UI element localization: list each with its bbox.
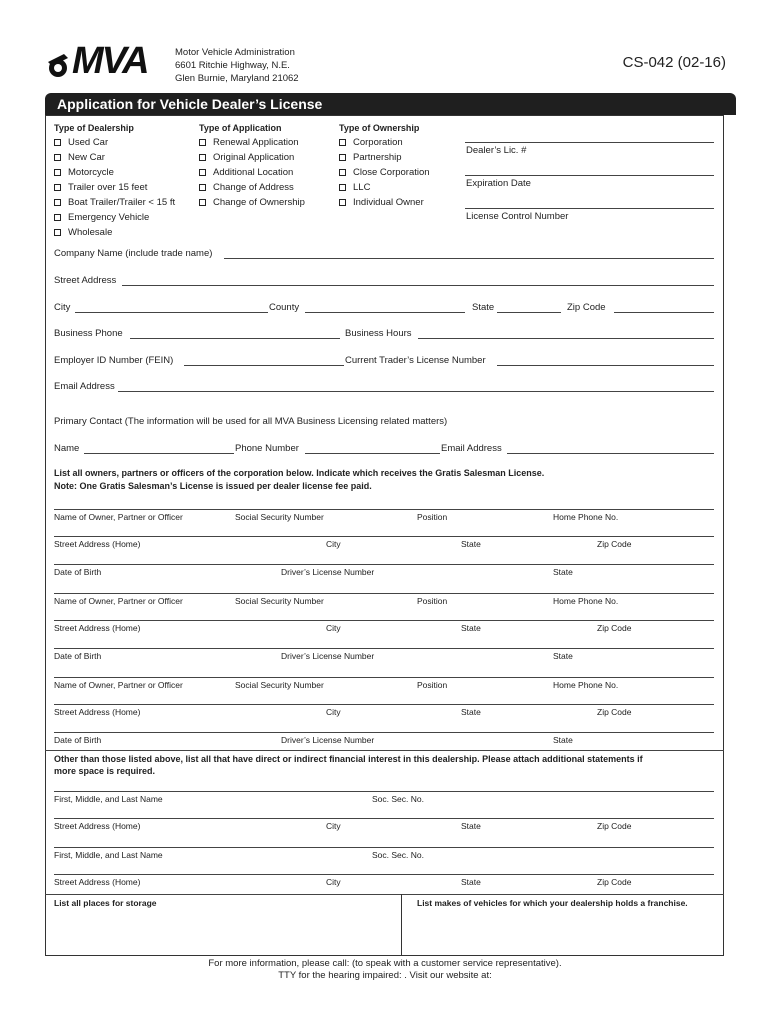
financial-top-rule xyxy=(45,750,724,751)
checkbox-icon[interactable] xyxy=(339,199,346,206)
agency-name: Motor Vehicle Administration xyxy=(175,47,295,58)
owner-1-city-label: City xyxy=(326,539,341,549)
owner-3-address-row-field[interactable] xyxy=(54,704,714,705)
checkbox-icon[interactable] xyxy=(54,139,61,146)
contact-phone-label: Phone Number xyxy=(235,443,299,454)
owner-1-address-row-field[interactable] xyxy=(54,536,714,537)
storage-places-field[interactable] xyxy=(46,910,400,955)
checkbox-icon[interactable] xyxy=(54,199,61,206)
checkbox-icon[interactable] xyxy=(339,139,346,146)
dealer-lic-label: Dealer’s Lic. # xyxy=(466,145,527,156)
owner-3-home-phone-label: Home Phone No. xyxy=(553,680,619,690)
checkbox-original[interactable]: Original Application xyxy=(199,150,305,165)
traders-license-field[interactable] xyxy=(497,365,714,366)
owner-2-state-label: State xyxy=(461,623,481,633)
interest-2-name-label: First, Middle, and Last Name xyxy=(54,850,163,860)
owner-1-drivers-license-label: Driver’s License Number xyxy=(281,567,375,577)
financial-instruction-1: Other than those listed above, list all that have direct or indirect financial interest in this dealership. Please attach additional statements if xyxy=(54,754,643,764)
owner-2-position-label: Position xyxy=(417,596,448,606)
checkbox-additional-location[interactable]: Additional Location xyxy=(199,165,305,180)
interest-1-state-label: State xyxy=(461,821,481,831)
owner-3-street-label: Street Address (Home) xyxy=(54,707,141,717)
checkbox-partnership[interactable]: Partnership xyxy=(339,150,430,165)
checkbox-icon[interactable] xyxy=(339,184,346,191)
fein-label: Employer ID Number (FEIN) xyxy=(54,355,174,366)
application-type-section xyxy=(199,123,305,210)
checkbox-trailer-over-15[interactable]: Trailer over 15 feet xyxy=(54,180,175,195)
state-label: State xyxy=(472,302,495,313)
interest-1-street-label: Street Address (Home) xyxy=(54,821,141,831)
checkbox-icon[interactable] xyxy=(54,154,61,161)
owner-1-zip-label: Zip Code xyxy=(597,539,632,549)
interest-2-street-label: Street Address (Home) xyxy=(54,877,141,887)
owner-1-state-label: State xyxy=(461,539,481,549)
license-control-label: License Control Number xyxy=(466,211,569,222)
owners-instruction-2: Note: One Gratis Salesman’s License is issued per dealer license fee paid. xyxy=(54,481,372,491)
mva-logo xyxy=(44,40,174,84)
owner-3-dob-row-field[interactable] xyxy=(54,732,714,733)
agency-address-line2: Glen Burnie, Maryland 21062 xyxy=(175,73,299,84)
checkbox-corporation[interactable]: Corporation xyxy=(339,135,430,150)
owner-1-name-label: Name of Owner, Partner or Officer xyxy=(54,512,183,522)
checkbox-change-address[interactable]: Change of Address xyxy=(199,180,305,195)
owner-2-drivers-license-label: Driver’s License Number xyxy=(281,651,375,661)
owner-2-dl-state-label: State xyxy=(553,651,573,661)
zip-field[interactable] xyxy=(614,312,714,313)
expiration-date-label: Expiration Date xyxy=(466,178,531,189)
checkbox-icon[interactable] xyxy=(54,169,61,176)
street-address-field[interactable] xyxy=(122,285,714,286)
franchise-makes-field[interactable] xyxy=(402,910,723,955)
owners-instruction-1: List all owners, partners or officers of the corporation below. Indicate which receives the Gratis Salesman License. xyxy=(54,468,545,478)
interest-2-city-label: City xyxy=(326,877,341,887)
contact-name-label: Name xyxy=(54,443,80,454)
checkbox-individual-owner[interactable]: Individual Owner xyxy=(339,195,430,210)
street-address-label: Street Address xyxy=(54,275,117,286)
owner-2-dob-row-field[interactable] xyxy=(54,648,714,649)
fein-field[interactable] xyxy=(184,365,344,366)
storage-places-label: List all places for storage xyxy=(54,898,157,908)
owner-2-zip-label: Zip Code xyxy=(597,623,632,633)
county-field[interactable] xyxy=(305,312,465,313)
contact-name-field[interactable] xyxy=(84,453,234,454)
checkbox-emergency-vehicle[interactable]: Emergency Vehicle xyxy=(54,210,175,225)
owner-1-dob-row-field[interactable] xyxy=(54,564,714,565)
checkbox-renewal[interactable]: Renewal Application xyxy=(199,135,305,150)
owner-3-position-label: Position xyxy=(417,680,448,690)
ownership-type-section xyxy=(339,123,430,210)
owner-2-street-label: Street Address (Home) xyxy=(54,623,141,633)
footer-line-2: TTY for the hearing impaired: . Visit our website at: xyxy=(278,970,492,981)
owner-2-ssn-label: Social Security Number xyxy=(235,596,324,606)
license-control-field[interactable] xyxy=(465,208,714,209)
checkbox-close-corporation[interactable]: Close Corporation xyxy=(339,165,430,180)
checkbox-new-car[interactable]: New Car xyxy=(54,150,175,165)
county-label: County xyxy=(269,302,300,313)
footer-line-1: For more information, please call: (to speak with a customer service representative). xyxy=(208,958,562,969)
checkbox-icon[interactable] xyxy=(199,154,206,161)
checkbox-used-car[interactable]: Used Car xyxy=(54,135,175,150)
owner-3-city-label: City xyxy=(326,707,341,717)
company-name-field[interactable] xyxy=(224,258,714,259)
email-label: Email Address xyxy=(54,381,115,392)
checkbox-boat-trailer[interactable]: Boat Trailer/Trailer < 15 ft xyxy=(54,195,175,210)
checkbox-icon[interactable] xyxy=(54,184,61,191)
checkbox-icon[interactable] xyxy=(54,229,61,236)
interest-1-zip-label: Zip Code xyxy=(597,821,632,831)
interest-2-zip-label: Zip Code xyxy=(597,877,632,887)
dealership-type-heading: Type of Dealership xyxy=(54,123,134,133)
interest-1-name-label: First, Middle, and Last Name xyxy=(54,794,163,804)
contact-phone-field[interactable] xyxy=(305,453,440,454)
interest-1-ssn-label: Soc. Sec. No. xyxy=(372,794,424,804)
franchise-makes-label: List makes of vehicles for which your dealership holds a franchise. xyxy=(417,898,688,908)
form-code: CS-042 (02-16) xyxy=(622,54,726,71)
interest-2-state-label: State xyxy=(461,877,481,887)
form-title: Application for Vehicle Dealer’s License xyxy=(45,93,736,115)
checkbox-icon[interactable] xyxy=(199,169,206,176)
interest-1-address-row-field[interactable] xyxy=(54,818,714,819)
owner-3-dob-label: Date of Birth xyxy=(54,735,102,745)
owner-1-position-label: Position xyxy=(417,512,448,522)
interest-2-name-row-field[interactable] xyxy=(54,847,714,848)
expiration-date-field[interactable] xyxy=(465,175,714,176)
owner-1-ssn-label: Social Security Number xyxy=(235,512,324,522)
owner-3-name-label: Name of Owner, Partner or Officer xyxy=(54,680,183,690)
logo-text: MVA xyxy=(72,40,148,82)
owner-3-drivers-license-label: Driver’s License Number xyxy=(281,735,375,745)
owner-2-name-row-field[interactable] xyxy=(54,593,714,594)
state-field[interactable] xyxy=(497,312,561,313)
financial-instruction-2: more space is required. xyxy=(54,766,156,776)
checkbox-wholesale[interactable]: Wholesale xyxy=(54,225,175,240)
interest-2-ssn-label: Soc. Sec. No. xyxy=(372,850,424,860)
traders-license-label: Current Trader’s License Number xyxy=(345,355,486,366)
business-phone-label: Business Phone xyxy=(54,328,123,339)
company-name-label: Company Name (include trade name) xyxy=(54,248,213,259)
owner-3-name-row-field[interactable] xyxy=(54,677,714,678)
checkbox-icon[interactable] xyxy=(339,169,346,176)
owner-2-dob-label: Date of Birth xyxy=(54,651,102,661)
city-label: City xyxy=(54,302,71,313)
checkbox-icon[interactable] xyxy=(199,184,206,191)
owner-3-state-label: State xyxy=(461,707,481,717)
business-hours-label: Business Hours xyxy=(345,328,412,339)
owner-2-home-phone-label: Home Phone No. xyxy=(553,596,619,606)
owner-1-home-phone-label: Home Phone No. xyxy=(553,512,619,522)
zip-label: Zip Code xyxy=(567,302,606,313)
owner-3-zip-label: Zip Code xyxy=(597,707,632,717)
checkbox-motorcycle[interactable]: Motorcycle xyxy=(54,165,175,180)
application-type-heading: Type of Application xyxy=(199,123,282,133)
owner-2-city-label: City xyxy=(326,623,341,633)
contact-email-label: Email Address xyxy=(441,443,502,454)
city-field[interactable] xyxy=(75,312,268,313)
owner-2-address-row-field[interactable] xyxy=(54,620,714,621)
email-field[interactable] xyxy=(118,391,714,392)
owner-1-dl-state-label: State xyxy=(553,567,573,577)
checkbox-icon[interactable] xyxy=(339,154,346,161)
business-hours-field[interactable] xyxy=(418,338,714,339)
interest-2-address-row-field[interactable] xyxy=(54,874,714,875)
checkbox-icon[interactable] xyxy=(54,214,61,221)
dealer-lic-field[interactable] xyxy=(465,142,714,143)
checkbox-icon[interactable] xyxy=(199,139,206,146)
dealership-type-section xyxy=(54,123,175,240)
interest-1-city-label: City xyxy=(326,821,341,831)
agency-address-line1: 6601 Ritchie Highway, N.E. xyxy=(175,60,290,71)
primary-contact-intro: Primary Contact (The information will be used for all MVA Business Licensing related matters) xyxy=(54,416,448,427)
owner-1-street-label: Street Address (Home) xyxy=(54,539,141,549)
business-phone-field[interactable] xyxy=(130,338,340,339)
owner-3-ssn-label: Social Security Number xyxy=(235,680,324,690)
contact-email-field[interactable] xyxy=(507,453,714,454)
owner-3-dl-state-label: State xyxy=(553,735,573,745)
ownership-type-heading: Type of Ownership xyxy=(339,123,420,133)
checkbox-llc[interactable]: LLC xyxy=(339,180,430,195)
owner-1-name-row-field[interactable] xyxy=(54,509,714,510)
storage-top-rule xyxy=(45,894,724,895)
owner-2-name-label: Name of Owner, Partner or Officer xyxy=(54,596,183,606)
interest-1-name-row-field[interactable] xyxy=(54,791,714,792)
checkbox-change-ownership[interactable]: Change of Ownership xyxy=(199,195,305,210)
owner-1-dob-label: Date of Birth xyxy=(54,567,102,577)
checkbox-icon[interactable] xyxy=(199,199,206,206)
